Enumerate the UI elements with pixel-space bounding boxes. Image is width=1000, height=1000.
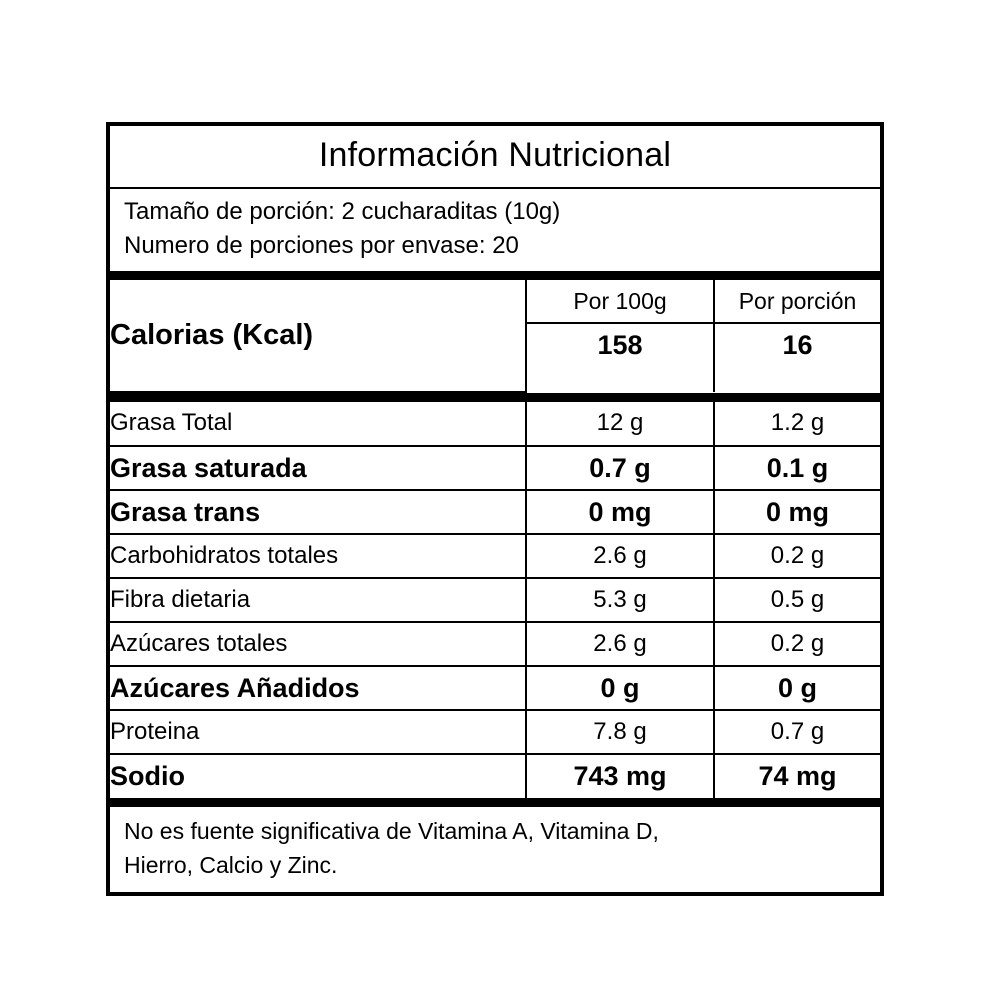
nutrient-per-100g: 2.6 g [526,622,714,666]
nutrient-per-100g: 743 mg [526,754,714,798]
column-header-per-serving: Por porción [714,280,880,323]
nutrient-per-serving: 1.2 g [714,402,880,446]
nutrition-facts-panel [106,122,884,896]
calories-table [110,280,880,393]
calories-spacer-serving [714,366,880,392]
servings-per-container-text: Numero de porciones por envase: 20 [124,232,519,260]
nutrient-name: Fibra dietaria [110,578,526,622]
calories-label: Calorias (Kcal) [110,280,526,392]
nutrient-name: Proteina [110,710,526,754]
calories-per-serving: 16 [714,323,880,366]
nutrient-per-serving: 0.2 g [714,534,880,578]
nutrient-per-serving: 0 mg [714,490,880,534]
footnote [110,807,880,892]
nutrient-name: Carbohidratos totales [110,534,526,578]
nutrient-per-100g: 2.6 g [526,534,714,578]
table-row [110,490,880,534]
page-title: Información Nutricional [318,136,672,174]
nutrients-table [110,402,880,798]
nutrient-name: Grasa trans [110,490,526,534]
footnote-line-1: No es fuente significativa de Vitamina A, Vitamina D, [124,818,659,845]
footnote-line-2: Hierro, Calcio y Zinc. [124,851,338,878]
nutrient-per-serving: 0.2 g [714,622,880,666]
nutrient-name: Azúcares Añadidos [110,666,526,710]
calories-per-100g: 158 [526,323,714,366]
nutrient-per-100g: 12 g [526,402,714,446]
table-row [110,710,880,754]
nutrient-per-serving: 0.7 g [714,710,880,754]
divider-thick-footer [110,798,880,807]
serving-info [110,189,880,271]
table-row [110,622,880,666]
nutrient-per-100g: 5.3 g [526,578,714,622]
nutrient-name: Grasa Total [110,402,526,446]
nutrient-per-serving: 74 mg [714,754,880,798]
table-row [110,534,880,578]
nutrient-per-100g: 7.8 g [526,710,714,754]
column-header-per-100g: Por 100g [526,280,714,323]
nutrient-per-100g: 0 g [526,666,714,710]
table-row [110,446,880,490]
table-row [110,402,880,446]
nutrient-per-serving: 0.1 g [714,446,880,490]
nutrient-per-serving: 0 g [714,666,880,710]
nutrient-name: Sodio [110,761,185,792]
nutrient-per-serving: 0.5 g [714,578,880,622]
table-row [110,666,880,710]
calories-header-row [110,280,880,323]
divider-thick-upper [110,271,880,280]
nutrient-name: Azúcares totales [110,622,526,666]
divider-thick-lower [110,393,880,402]
nutrient-name: Grasa saturada [110,446,526,490]
table-row [110,754,880,798]
serving-size-text: Tamaño de porción: 2 cucharaditas (10g) [124,198,561,225]
calories-spacer-100g [526,366,714,392]
table-row [110,578,880,622]
nutrient-per-100g: 0 mg [526,490,714,534]
nutrient-per-100g: 0.7 g [526,446,714,490]
